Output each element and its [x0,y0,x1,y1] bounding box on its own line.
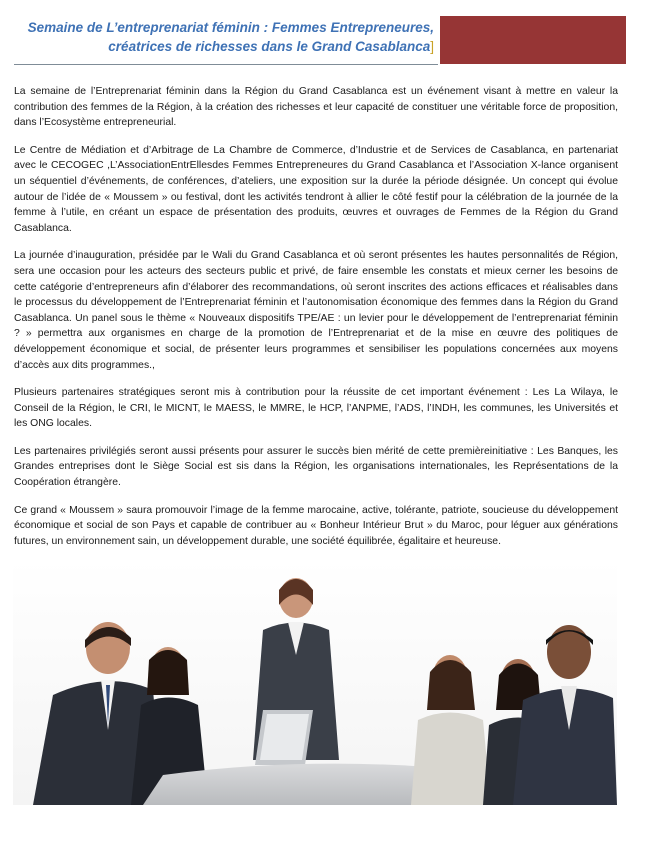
paragraph-intro: La semaine de l’Entreprenariat féminin dans la Région du Grand Casablanca est un événement visant à mettre en valeur la contribution des femmes de la Région, à la création des richesses et leur capacité de constituer une véritable force de proposition, dans l’Ecosystème entrepreneurial. [14,86,618,129]
title-underline [14,64,438,65]
header-color-block [440,16,626,64]
document-body [14,84,618,561]
document-title [14,18,434,56]
paragraph-private-partners: Les partenaires privilégiés seront aussi présents pour assurer le succès bien mérité de cette premièreinitiative : Les Banques, les Grandes entreprises dont le Siège Social est sis dans la Région, les organisations internationales, les Représentations de la Coopération étrangère. [14,445,618,489]
paragraph-conclusion: Ce grand « Moussem » saura promouvoir l’image de la femme marocaine, active, tolérante, patriote, soucieuse du développement économique et social de son Pays et capable de contribuer au « Bonheur Intérieur Brut » du Maroc, pour léguer aux générations futures, un environnement sain, un développement durable, une société équilibrée, égalitaire et heureuse. [14,504,618,547]
title-line-2: créatrices de richesses dans le Grand Casablanca [108,39,431,54]
paragraph-strategic-partners: Plusieurs partenaires stratégiques seront mis à contribution pour la réussite de cet important événement : Les La Wilaya, le Conseil de la Région, le CRI, le MICNT, le MAESS, le MMRE, le HCP, l’ANPME, l’ADS, l’INDH, les communes, les Universités et les ONG locales. [14,387,618,430]
title-bracket: ] [430,39,434,54]
document-header [14,14,626,66]
paragraph-organizers: Le Centre de Médiation et d’Arbitrage de La Chambre de Commerce, d’Industrie et de Services de Casablanca, en partenariat avec le CECOGEC ,L’AssociationEntrEllesdes Femmes Entrepreneures du Grand Casablanca et l’Association X-lance organisent un séquentiel d’événements, de conférences, d’ateliers, une exposition sur la durée la période désignée. Un concept qui évolue autour de l’idée de « Moussem » ou festival, dont les activités tendront à allier le côté festif pour la célébration de la journée de la femme à l’utile, en créant un espace de présentation des produits, œuvres et ouvrages de Femmes de la Région du Grand Casablanca. [14,144,618,234]
team-meeting-photo [13,560,617,805]
title-line-1: Semaine de L’entreprenariat féminin : Femmes Entrepreneures, [27,20,434,35]
paragraph-inauguration: La journée d’inauguration, présidée par le Wali du Grand Casablanca et où seront présentes les hautes personnalités de Région, sera une occasion pour les acteurs des secteurs public et privé, de faire ensemble les constats et mieux cerner les besoins de cette catégorie d’entrepreneurs afin d’élaborer des recommandations, où seront inscrites des actions efficaces et réalisables dans le processus du développement de l’Entreprenariat féminin et l’autonomisation économique des femmes dans la Région du Grand Casablanca. Un panel sous le thème « Nouveaux dispositifs TPE/AE : un levier pour le développement de l’entreprenariat féminin ? » permettra aux organismes en charge de la promotion de l’Entreprenariat et de la mise en œuvre des politiques de développement économique et social, de présenter leurs programmes et sensibiliser les populations concernées aux moyens d’accès aux dits programmes., [14,250,618,371]
